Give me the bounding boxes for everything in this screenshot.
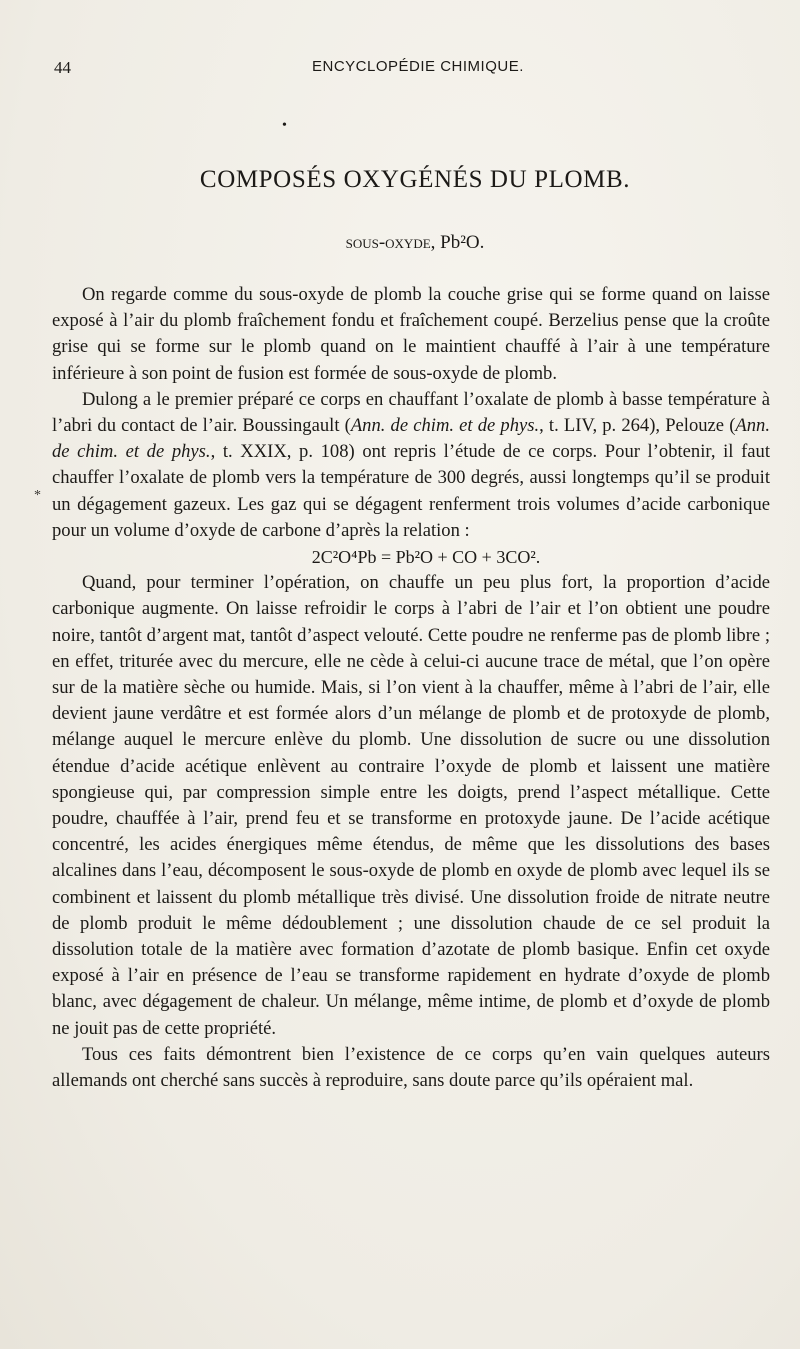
reference-ann-chim-1: Ann. de chim. et de phys. <box>350 415 540 437</box>
paragraph-2-part-a: Dulong a le premier préparé ce corps en chauffant l’oxalate de plomb à basse température à l’abri du contact de l’air. Boussingault ( <box>52 388 770 437</box>
page-number: 44 <box>54 58 71 77</box>
page-header <box>54 58 772 133</box>
reference-ann-chim-2: Ann. de chim. et de phys. <box>52 415 770 463</box>
section-title: COMPOSÉS OXYGÉNÉS DU PLOMB. <box>199 166 631 193</box>
running-head: ENCYCLOPÉDIE CHIMIQUE. <box>312 58 524 75</box>
paragraph-1: On regarde comme du sous-oxyde de plomb la couche grise qui se forme quand on laisse exposé à l’air du plomb fraîchement fondu et fraîchement coupé. Berzelius pense que la croûte grise qui se forme sur le plomb quand on le maintient chauffé à l’air à une température inférieure à son point de fusion est formée de sous-oxyde de plomb. <box>52 284 770 384</box>
paragraph-2-part-b: , t. LIV, p. 264), Pelouze ( <box>539 415 736 437</box>
body-text <box>52 282 770 1094</box>
header-dot-mark: • <box>282 118 287 133</box>
chemical-equation: 2C²O⁴Pb = Pb²O + CO + 3CO². <box>311 547 541 568</box>
paragraph-2 <box>52 387 770 544</box>
paragraph-4: Tous ces faits démontrent bien l’existence de ce corps qu’en vain quelques auteurs allemands ont cherché sans succès à reproduire, sans doute parce qu’ils opéraient mal. <box>52 1043 770 1092</box>
subsection-title <box>0 232 800 254</box>
paragraph-2-part-c: , t. XXIX, p. 108) ont repris l’étude de ce corps. Pour l’obtenir, il faut chauffer l’oxalate de plomb vers la température de 300 degrés, aussi longtemps qu’il se produit un dégagement gazeux. Les gaz qui se dégagent renferment trois volumes d’acide carbonique pour un volume d’oxyde de carbone d’après la relation : <box>52 441 770 541</box>
subsection-formula: Pb²O. <box>440 232 485 253</box>
paragraph-3: Quand, pour terminer l’opération, on chauffe un peu plus fort, la proportion d’acide carbonique augmente. On laisse refroidir le corps à l’abri de l’air et l’on obtient une poudre noire, tantôt d’argent mat, tantôt d’aspect velouté. Cette poudre ne renferme pas de plomb libre ; en effet, triturée avec du mercure, elle ne cède à celui-ci aucune trace de métal, que l’on opère sur de la matière sèche ou humide. Mais, si l’on vient à la chauffer, même à l’abri de l’air, elle devient jaune verdâtre et est formée alors d’un mélange de plomb et de protoxyde de plomb, mélange auquel le mercure enlève du plomb. Une dissolution de sucre ou une dissolution étendue d’acide acétique enlèvent au contraire l’oxyde de plomb et laissent une matière spongieuse qui, par compression simple entre les doigts, prend l’aspect métallique. Cette poudre, chauffée à l’air, prend feu et se transforme en protoxyde jaune. De l’acide acétique concentré, les acides énergiques même étendus, de même que les dissolutions des bases alcalines dans l’eau, décomposent le sous-oxyde de plomb en oxyde de plomb avec lequel ils se combinent et laissent du plomb métallique très divisé. Une dissolution froide de nitrate neutre de plomb produit le même dédoublement ; une dissolution chaude de ce sel produit la dissolution totale de la matière avec formation d’azotate de plomb basique. Enfin cet oxyde exposé à l’air en présence de l’eau se transforme rapidement en hydrate d’oxyde de plomb blanc, avec dégagement de chaleur. Un mélange, même intime, de plomb et d’oxyde de plomb ne jouit pas de cette propriété. <box>52 572 770 1039</box>
subsection-label: sous-oxyde, <box>345 232 436 253</box>
margin-asterisk-mark: * <box>34 488 41 503</box>
